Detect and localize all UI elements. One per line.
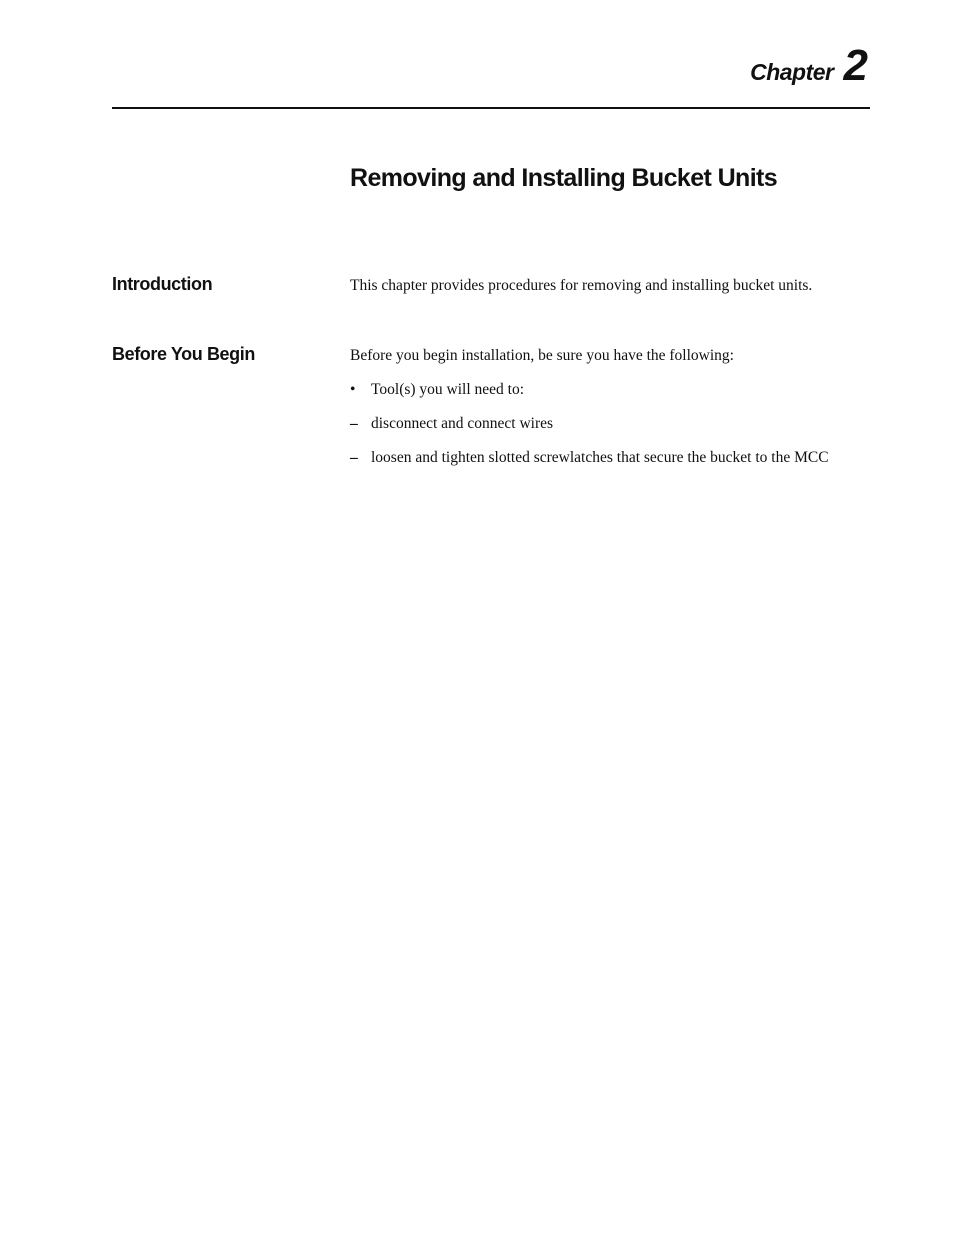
chapter-number: 2 — [843, 41, 868, 90]
introduction-paragraph: This chapter provides procedures for removing and installing bucket units. — [350, 277, 813, 294]
dash-marker: – — [350, 415, 358, 432]
page-title: Removing and Installing Bucket Units — [350, 164, 778, 192]
bullet-list-item — [350, 380, 865, 468]
dash-item-text: loosen and tighten slotted screwlatches that secure the bucket to the MCC — [371, 449, 829, 466]
before-you-begin-paragraph: Before you begin installation, be sure you have the following: — [350, 347, 734, 364]
chapter-header — [750, 41, 868, 90]
dash-list — [350, 414, 865, 468]
bullet-marker: • — [350, 381, 356, 398]
bullet-list — [350, 380, 865, 468]
header-rule — [112, 107, 870, 109]
chapter-label: Chapter — [750, 59, 834, 85]
section-heading-introduction: Introduction — [112, 274, 213, 294]
section-body-before-you-begin — [350, 346, 865, 468]
dash-marker: – — [350, 449, 358, 466]
section-heading-before-you-begin: Before You Begin — [112, 344, 255, 364]
bullet-item-text: Tool(s) you will need to: — [371, 381, 525, 398]
dash-item-text: disconnect and connect wires — [371, 415, 554, 432]
dash-list-item — [350, 448, 865, 468]
section-body-introduction — [350, 276, 865, 296]
dash-list-item — [350, 414, 865, 434]
